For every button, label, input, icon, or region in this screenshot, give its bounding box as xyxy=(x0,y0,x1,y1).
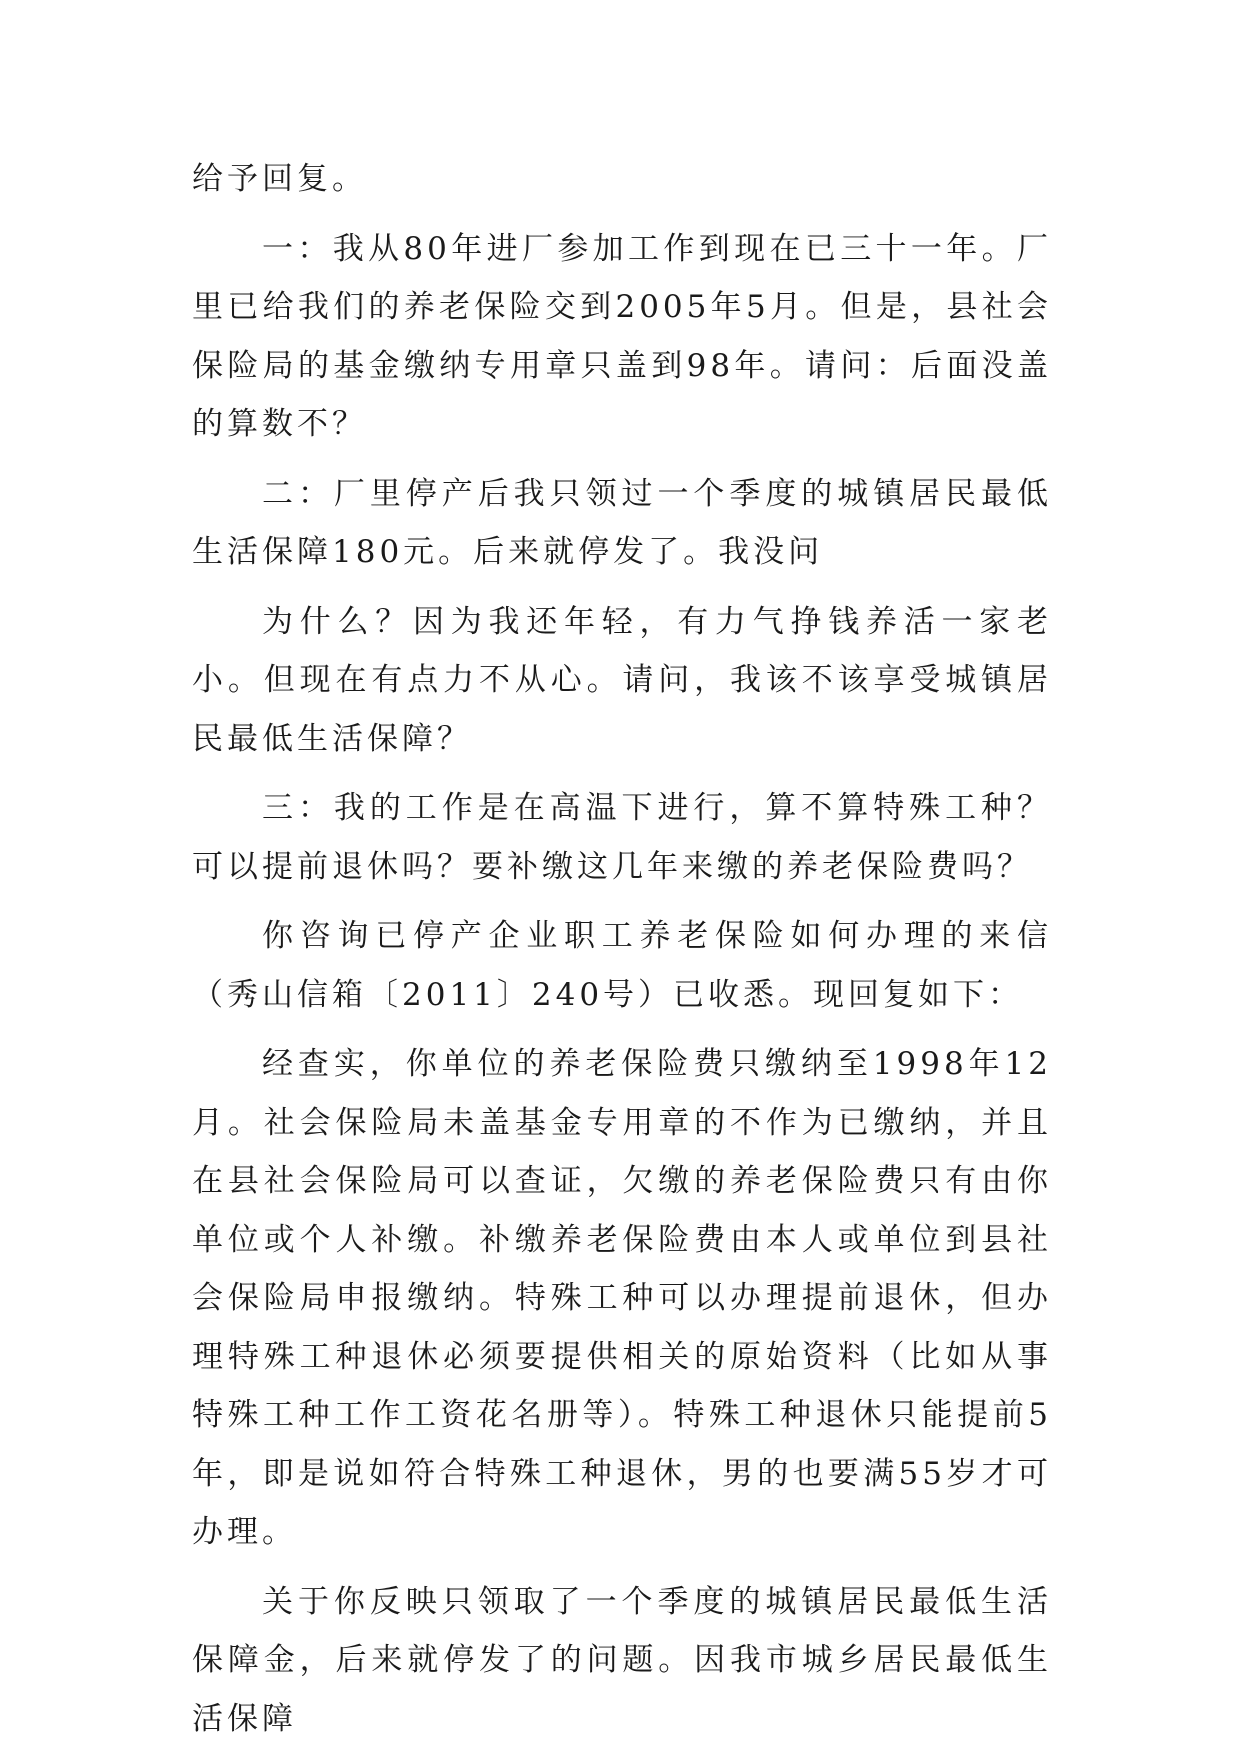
paragraph-1: 给予回复。 xyxy=(192,161,367,197)
document-body xyxy=(192,150,1052,1759)
paragraph-3: 二：厂里停产后我只领过一个季度的城镇居民最低生活保障180元。后来就停发了。我没问 xyxy=(192,475,1052,570)
paragraph-7: 经查实，你单位的养老保险费只缴纳至1998年12月。社会保险局未盖基金专用章的不作为已缴纳，并且在县社会保险局可以查证，欠缴的养老保险费只有由你单位或个人补缴。补缴养老保险费由本人或单位到县社会保险局申报缴纳。特殊工种可以办理提前退休，但办理特殊工种退休必须要提供相关的原始资料（比如从事特殊工种工作工资花名册等）。特殊工种退休只能提前5年，即是说如符合特殊工种退休，男的也要满55岁才可办理。 xyxy=(192,1046,1052,1550)
paragraph-5: 三：我的工作是在高温下进行，算不算特殊工种？可以提前退休吗？要补缴这几年来缴的养老保险费吗？ xyxy=(192,790,1052,885)
paragraph-6: 你咨询已停产企业职工养老保险如何办理的来信（秀山信箱〔2011〕240号）已收悉。现回复如下： xyxy=(192,918,1052,1013)
paragraph-4: 为什么？因为我还年轻，有力气挣钱养活一家老小。但现在有点力不从心。请问，我该不该享受城镇居民最低生活保障？ xyxy=(192,603,1052,757)
paragraph-2: 一：我从80年进厂参加工作到现在已三十一年。厂里已给我们的养老保险交到2005年5月。但是，县社会保险局的基金缴纳专用章只盖到98年。请问：后面没盖的算数不？ xyxy=(192,230,1052,442)
paragraph-8: 关于你反映只领取了一个季度的城镇居民最低生活保障金，后来就停发了的问题。因我市城乡居民最低生活保障 xyxy=(192,1583,1052,1737)
